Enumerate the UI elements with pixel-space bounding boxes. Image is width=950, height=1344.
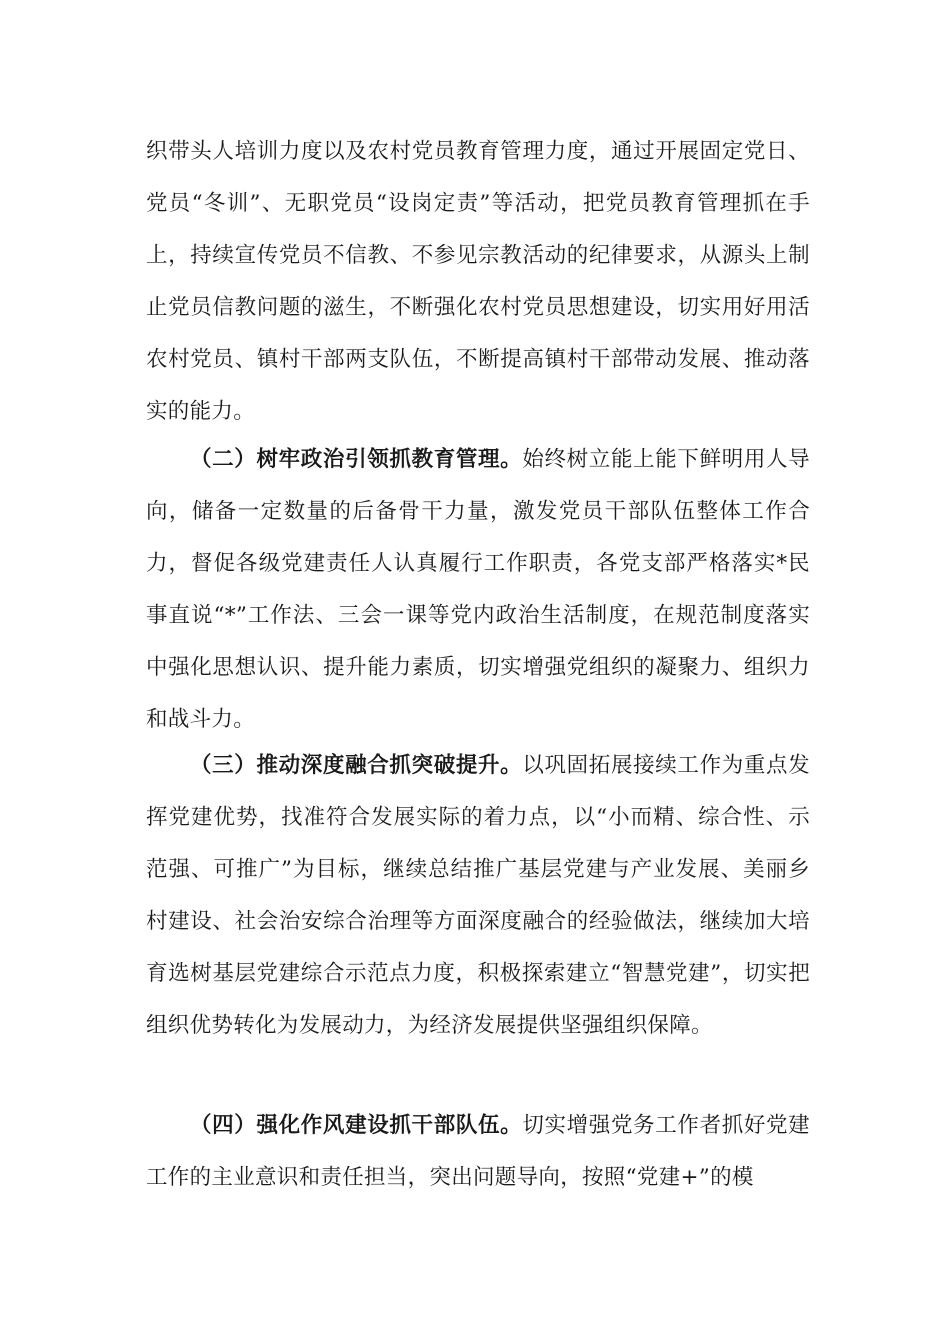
paragraph-section-4: [146, 1100, 810, 1204]
paragraph-body: 切实增强党务工作者抓好党建工作的主业意识和责任担当，突出问题导向，按照“党建+”的模: [146, 1113, 810, 1190]
section-heading: （三）推动深度融合抓突破提升。: [190, 753, 523, 778]
paragraph-continuation: [146, 126, 810, 438]
section-heading: （四）强化作风建设抓干部队伍。: [190, 1113, 523, 1138]
paragraph-section-2: [146, 434, 810, 746]
paragraph-body: 织带头人培训力度以及农村党员教育管理力度，通过开展固定党日、党员“冬训”、无职党员“设岗定责”等活动，把党员教育管理抓在手上，持续宣传党员不信教、不参见宗教活动的纪律要求，从源头上制止党员信教问题的滋生，不断强化农村党员思想建设，切实用好用活农村党员、镇村干部两支队伍，不断提高镇村干部带动发展、推动落实的能力。: [146, 139, 810, 424]
paragraph-body: 始终树立能上能下鲜明用人导向，储备一定数量的后备骨干力量，激发党员干部队伍整体工作合力，督促各级党建责任人认真履行工作职责，各党支部严格落实*民事直说“*”工作法、三会一课等党内政治生活制度，在规范制度落实中强化思想认识、提升能力素质，切实增强党组织的凝聚力、组织力和战斗力。: [146, 447, 810, 732]
section-heading: （二）树牢政治引领抓教育管理。: [190, 447, 523, 472]
paragraph-body: 以巩固拓展接续工作为重点发挥党建优势，找准符合发展实际的着力点，以“小而精、综合性、示范强、可推广”为目标，继续总结推广基层党建与产业发展、美丽乡村建设、社会治安综合治理等方面深度融合的经验做法，继续加大培育选树基层党建综合示范点力度，积极探索建立“智慧党建”，切实把组织优势转化为发展动力，为经济发展提供坚强组织保障。: [146, 753, 810, 1038]
paragraph-section-3: [146, 740, 810, 1052]
